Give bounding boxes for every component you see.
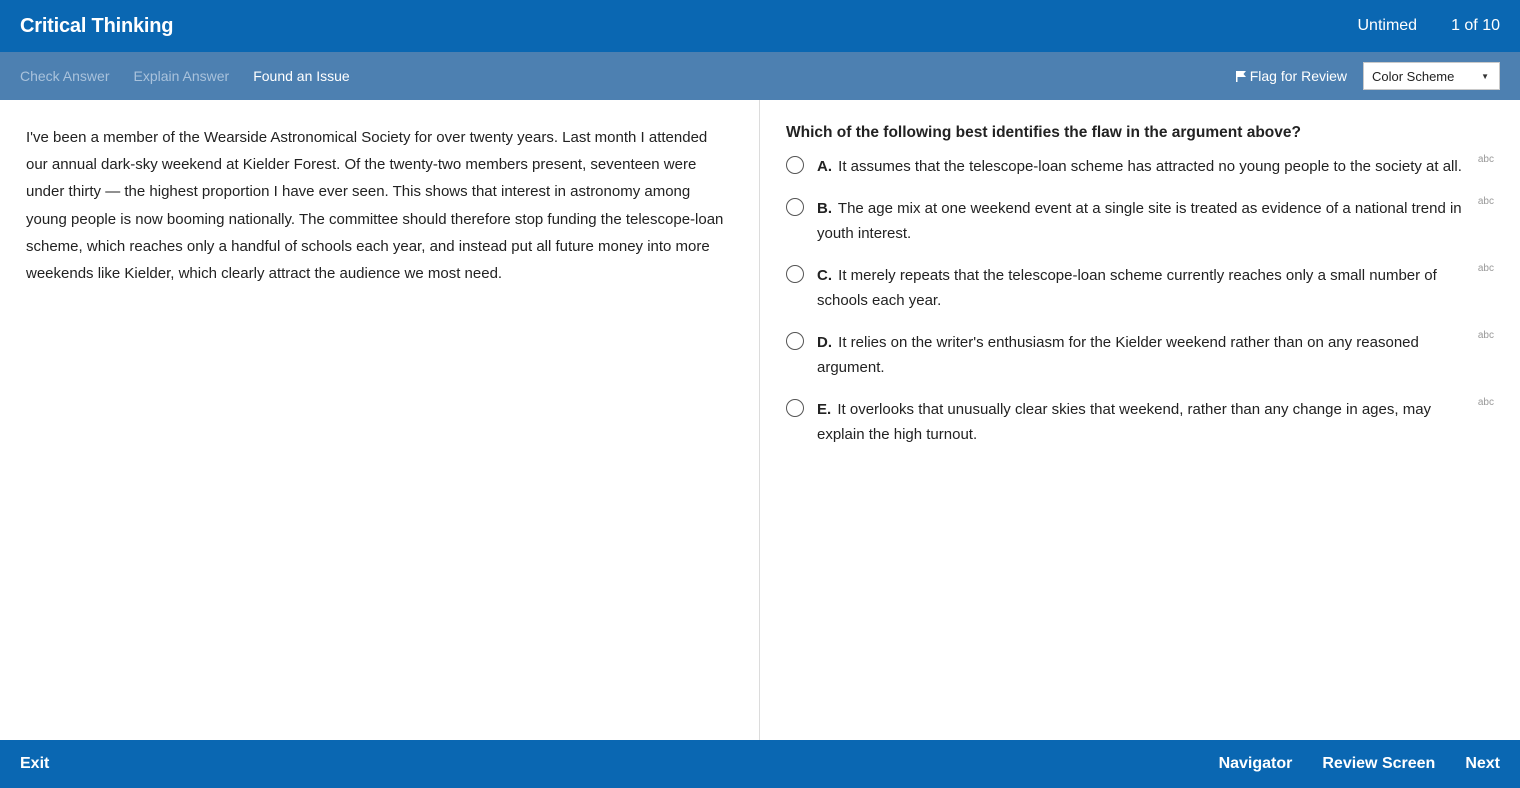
footer-nav [1219,755,1500,773]
answer-option-d[interactable] [786,330,1494,380]
radio-button[interactable] [786,399,804,417]
strikethrough-toggle[interactable]: abc [1477,154,1494,165]
toolbar-actions [20,68,350,84]
explain-answer-button[interactable]: Explain Answer [133,68,230,84]
answer-option-a[interactable] [786,154,1494,179]
review-screen-button[interactable]: Review Screen [1322,755,1436,772]
flag-for-review-button[interactable] [1236,68,1347,84]
timer-label: Untimed [1357,17,1418,34]
header-status [1357,17,1500,35]
option-letter: D. [817,334,832,351]
color-scheme-select[interactable] [1363,62,1500,90]
strikethrough-toggle[interactable]: abc [1477,397,1494,408]
option-letter: B. [817,200,832,217]
answer-option-c[interactable] [786,263,1494,313]
radio-button[interactable] [786,156,804,174]
flag-icon [1236,71,1246,82]
answer-option-b[interactable] [786,196,1494,246]
option-letter: A. [817,158,832,175]
option-body: It overlooks that unusually clear skies that weekend, rather than any change in ages, may explain the high turnout. [817,401,1432,443]
found-issue-button[interactable]: Found an Issue [253,68,350,84]
answer-option-e[interactable] [786,397,1494,447]
strikethrough-toggle[interactable]: abc [1477,263,1494,274]
flag-for-review-label: Flag for Review [1249,68,1347,84]
option-body: It relies on the writer's enthusiasm for the Kielder weekend rather than on any reasoned argument. [817,334,1419,376]
toolbar-right [1236,62,1500,90]
question-pane [760,100,1520,740]
radio-button[interactable] [786,265,804,283]
passage-text: I've been a member of the Wearside Astronomical Society for over twenty years. Last month I attended our annual dark-sky weekend at Kielder Forest. Of the twenty-two members present, seventeen were under thirty — the highest proportion I have ever seen. This shows that interest in astronomy among young people is now booming nationally. The committee should therefore stop funding the telescope-loan scheme, which reaches only a handful of schools each year, and instead put all future money into more weekends like Kielder, which clearly attract the audience we most need. [26,129,724,283]
strikethrough-toggle[interactable]: abc [1477,196,1494,207]
question-prompt: Which of the following best identifies the flaw in the argument above? [786,124,1301,141]
navigator-button[interactable]: Navigator [1218,755,1293,772]
radio-button[interactable] [786,198,804,216]
strikethrough-toggle[interactable]: abc [1477,330,1494,341]
check-answer-button[interactable]: Check Answer [20,68,110,84]
toolbar [0,52,1520,100]
option-body: The age mix at one weekend event at a single site is treated as evidence of a national trend in youth interest. [817,200,1462,242]
option-text [817,196,1467,246]
option-letter: C. [817,267,832,284]
next-button[interactable]: Next [1465,755,1500,772]
passage-pane [0,100,760,740]
option-text [817,154,1467,179]
exit-button[interactable]: Exit [20,755,50,772]
question-counter: 1 of 10 [1451,17,1500,34]
option-body: It merely repeats that the telescope-loan scheme currently reaches only a small number of schools each year. [817,267,1437,309]
option-text [817,397,1467,447]
option-letter: E. [817,401,832,418]
option-body: It assumes that the telescope-loan scheme has attracted no young people to the society at all. [838,158,1462,175]
bottom-bar [0,740,1520,788]
radio-button[interactable] [786,332,804,350]
chevron-down-icon: ▼ [1481,71,1489,81]
top-bar [0,0,1520,52]
exam-title: Critical Thinking [20,14,174,37]
color-scheme-value: Color Scheme [1372,68,1455,84]
option-text [817,263,1467,313]
option-text [817,330,1467,380]
